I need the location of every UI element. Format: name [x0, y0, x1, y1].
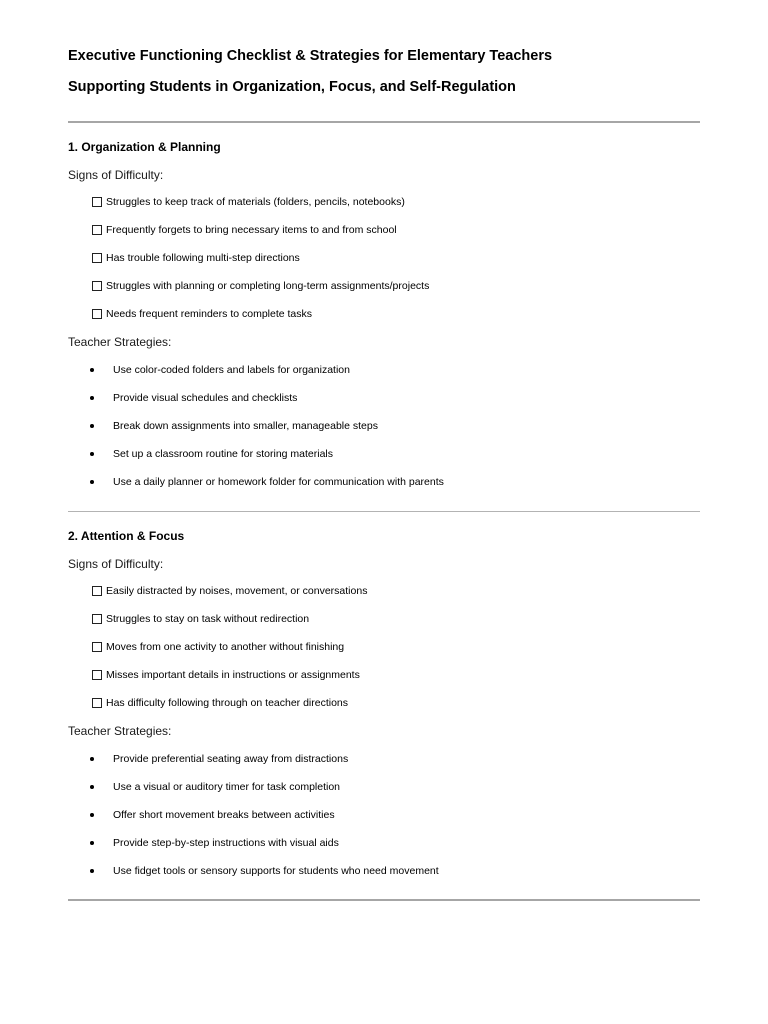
strategy-item — [90, 808, 335, 822]
checklist-item — [92, 279, 429, 293]
section-heading-organization: 1. Organization & Planning — [68, 140, 221, 154]
strategy-item-label: Break down assignments into smaller, manageable steps — [113, 420, 378, 432]
divider-top — [68, 121, 700, 123]
strategy-item-label: Use a daily planner or homework folder for communication with parents — [113, 476, 444, 488]
bullet-icon — [90, 452, 94, 456]
strategy-item-label: Set up a classroom routine for storing materials — [113, 448, 334, 460]
checklist-item-label: Frequently forgets to bring necessary items to and from school — [106, 224, 397, 236]
checkbox-icon[interactable] — [92, 253, 102, 263]
strategy-item-label: Use fidget tools or sensory supports for students who need movement — [113, 865, 439, 877]
checkbox-icon[interactable] — [92, 225, 102, 235]
strategy-item — [90, 391, 297, 405]
checklist-item — [92, 696, 348, 710]
strategy-item-label: Provide visual schedules and checklists — [113, 392, 298, 404]
strategy-item — [90, 419, 378, 433]
strategy-item — [90, 780, 340, 794]
checklist-item-label: Misses important details in instructions or assignments — [106, 669, 360, 681]
checklist-item-label: Moves from one activity to another without finishing — [106, 641, 345, 653]
checklist-item-label: Struggles to stay on task without redirection — [106, 613, 310, 625]
checklist-item — [92, 640, 344, 654]
checklist-item — [92, 668, 360, 682]
checkbox-icon[interactable] — [92, 197, 102, 207]
bullet-icon — [90, 480, 94, 484]
document-subtitle: Supporting Students in Organization, Focus, and Self-Regulation — [68, 79, 516, 95]
checkbox-icon[interactable] — [92, 281, 102, 291]
strategy-item-label: Provide step-by-step instructions with visual aids — [113, 837, 339, 849]
checklist-item — [92, 223, 397, 237]
checklist-item — [92, 251, 300, 265]
strategy-item — [90, 447, 333, 461]
divider-section — [68, 511, 700, 512]
bullet-icon — [90, 757, 94, 761]
strategy-item — [90, 363, 350, 377]
bullet-icon — [90, 396, 94, 400]
document-title: Executive Functioning Checklist & Strategies for Elementary Teachers — [68, 48, 553, 64]
checkbox-icon[interactable] — [92, 309, 102, 319]
checklist-item-label: Has difficulty following through on teacher directions — [106, 697, 349, 709]
checkbox-icon[interactable] — [92, 670, 102, 680]
bullet-icon — [90, 424, 94, 428]
divider-bottom — [68, 899, 700, 901]
bullet-icon — [90, 841, 94, 845]
checklist-item — [92, 307, 312, 321]
checklist-item — [92, 612, 309, 626]
checklist-item-label: Easily distracted by noises, movement, or conversations — [106, 585, 368, 597]
checkbox-icon[interactable] — [92, 614, 102, 624]
signs-label: Signs of Difficulty: — [68, 168, 164, 182]
section-heading-attention: 2. Attention & Focus — [68, 529, 185, 543]
strategy-item — [90, 475, 444, 489]
checklist-item — [92, 195, 405, 209]
strategy-item-label: Provide preferential seating away from distractions — [113, 753, 349, 765]
strategy-item — [90, 752, 348, 766]
checklist-item — [92, 584, 367, 598]
checklist-item-label: Has trouble following multi-step directions — [106, 252, 300, 264]
bullet-icon — [90, 813, 94, 817]
bullet-icon — [90, 785, 94, 789]
checkbox-icon[interactable] — [92, 698, 102, 708]
strategies-label: Teacher Strategies: — [68, 724, 172, 738]
checkbox-icon[interactable] — [92, 586, 102, 596]
bullet-icon — [90, 368, 94, 372]
signs-label: Signs of Difficulty: — [68, 557, 164, 571]
strategy-item-label: Use color-coded folders and labels for organization — [113, 364, 350, 376]
strategies-label: Teacher Strategies: — [68, 335, 172, 349]
checkbox-icon[interactable] — [92, 642, 102, 652]
strategy-item-label: Use a visual or auditory timer for task completion — [113, 781, 341, 793]
checklist-item-label: Needs frequent reminders to complete tasks — [106, 308, 313, 320]
checklist-item-label: Struggles to keep track of materials (folders, pencils, notebooks) — [106, 196, 405, 208]
checklist-item-label: Struggles with planning or completing long-term assignments/projects — [106, 280, 430, 292]
strategy-item-label: Offer short movement breaks between activities — [113, 809, 335, 821]
strategy-item — [90, 864, 439, 878]
bullet-icon — [90, 869, 94, 873]
strategy-item — [90, 836, 339, 850]
